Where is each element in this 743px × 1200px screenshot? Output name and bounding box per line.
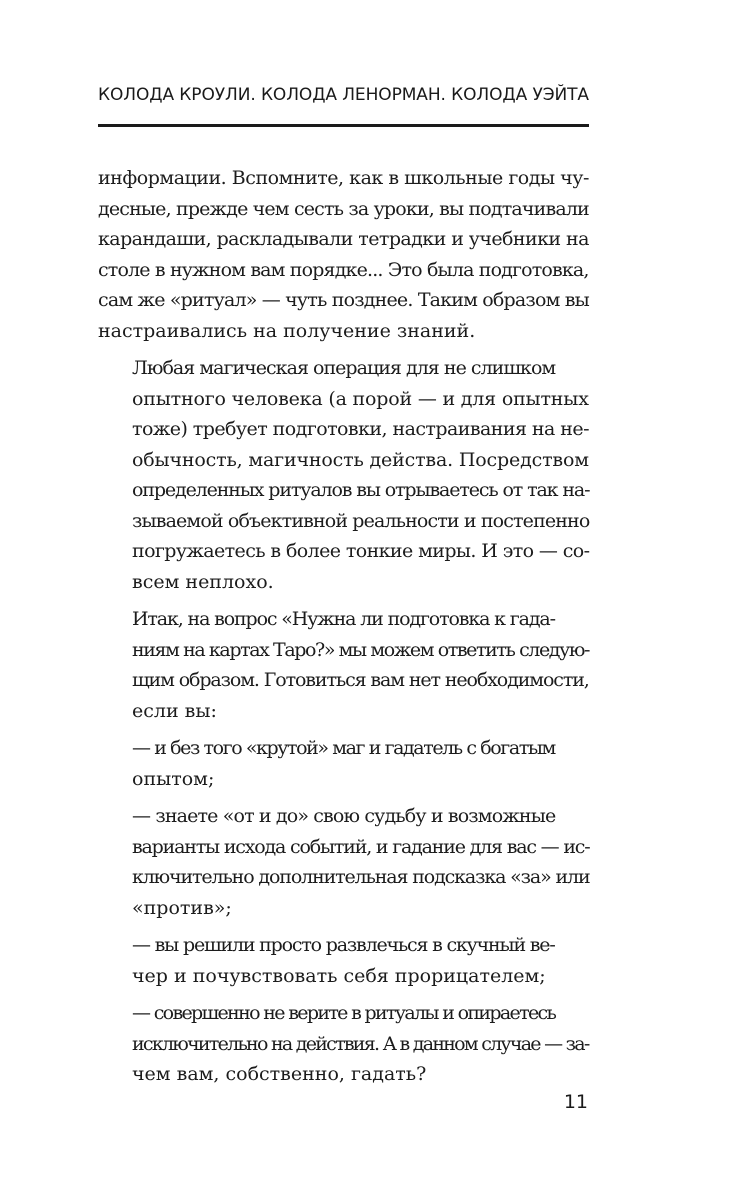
- text-line: зываемой объективной реальности и постепенно: [132, 509, 590, 532]
- text-line: погружаетесь в более тонкие миры. И это — со-: [132, 540, 590, 562]
- paragraph-1: [98, 163, 589, 346]
- text-line: исключительно на действия. А в данном случае — за-: [132, 1032, 589, 1055]
- text-line: столе в нужном вам порядке... Это была подготовка,: [98, 258, 589, 281]
- text-line: — совершенно не верите в ритуалы и опираетесь: [132, 1002, 556, 1024]
- text-line: варианты исхода событий, и гадание для вас — ис-: [132, 835, 590, 858]
- text-line: карандаши, раскладывали тетрадки и учебники на: [98, 228, 589, 250]
- paragraph-2: [98, 353, 589, 597]
- list-item-3: [98, 930, 589, 991]
- text-line: опытного человека (а порой — и для опытных: [132, 387, 589, 410]
- header-rule: [98, 124, 589, 127]
- text-line: десные, прежде чем сесть за уроки, вы подтачивали: [98, 197, 589, 220]
- text-line: настраивались на получение знаний.: [98, 319, 476, 342]
- text-line: ниям на картах Таро?» мы можем ответить следую-: [132, 638, 590, 661]
- text-line: опытом;: [132, 767, 215, 790]
- text-line: «против»;: [132, 896, 232, 919]
- text-line: чем вам, собственно, гадать?: [132, 1063, 427, 1085]
- text-line: сам же «ритуал» — чуть позднее. Таким образом вы: [98, 289, 589, 311]
- body-text: [98, 163, 589, 1097]
- running-header: КОЛОДА КРОУЛИ. КОЛОДА ЛЕНОРМАН. КОЛОДА УЭЙТА: [98, 85, 589, 105]
- text-line: обычность, магичность действа. Посредством: [132, 448, 589, 471]
- list-item-1: [98, 733, 589, 794]
- list-item-2: [98, 801, 589, 923]
- text-line: определенных ритуалов вы отрываетесь от так на-: [132, 479, 590, 501]
- text-line: тоже) требует подготовки, настраивания на не-: [132, 418, 589, 440]
- text-line: — знаете «от и до» свою судьбу и возможные: [132, 805, 556, 827]
- text-line: — и без того «крутой» маг и гадатель с богатым: [132, 737, 555, 759]
- text-line: ключительно дополнительная подсказка «за» или: [132, 866, 590, 888]
- list-item-4: [98, 998, 589, 1090]
- text-line: если вы:: [132, 699, 217, 722]
- text-line: чер и почувствовать себя прорицателем;: [132, 964, 546, 987]
- paragraph-3: [98, 604, 589, 726]
- text-line: Итак, на вопрос «Нужна ли подготовка к гада-: [132, 608, 555, 630]
- page-number: 11: [563, 1091, 588, 1113]
- text-line: всем неплохо.: [132, 570, 274, 593]
- text-line: информации. Вспомните, как в школьные годы чу-: [98, 167, 589, 189]
- text-line: Любая магическая операция для не слишком: [132, 357, 556, 379]
- text-line: щим образом. Готовиться вам нет необходимости,: [132, 669, 589, 691]
- text-line: — вы решили просто развлечься в скучный ве-: [132, 934, 555, 956]
